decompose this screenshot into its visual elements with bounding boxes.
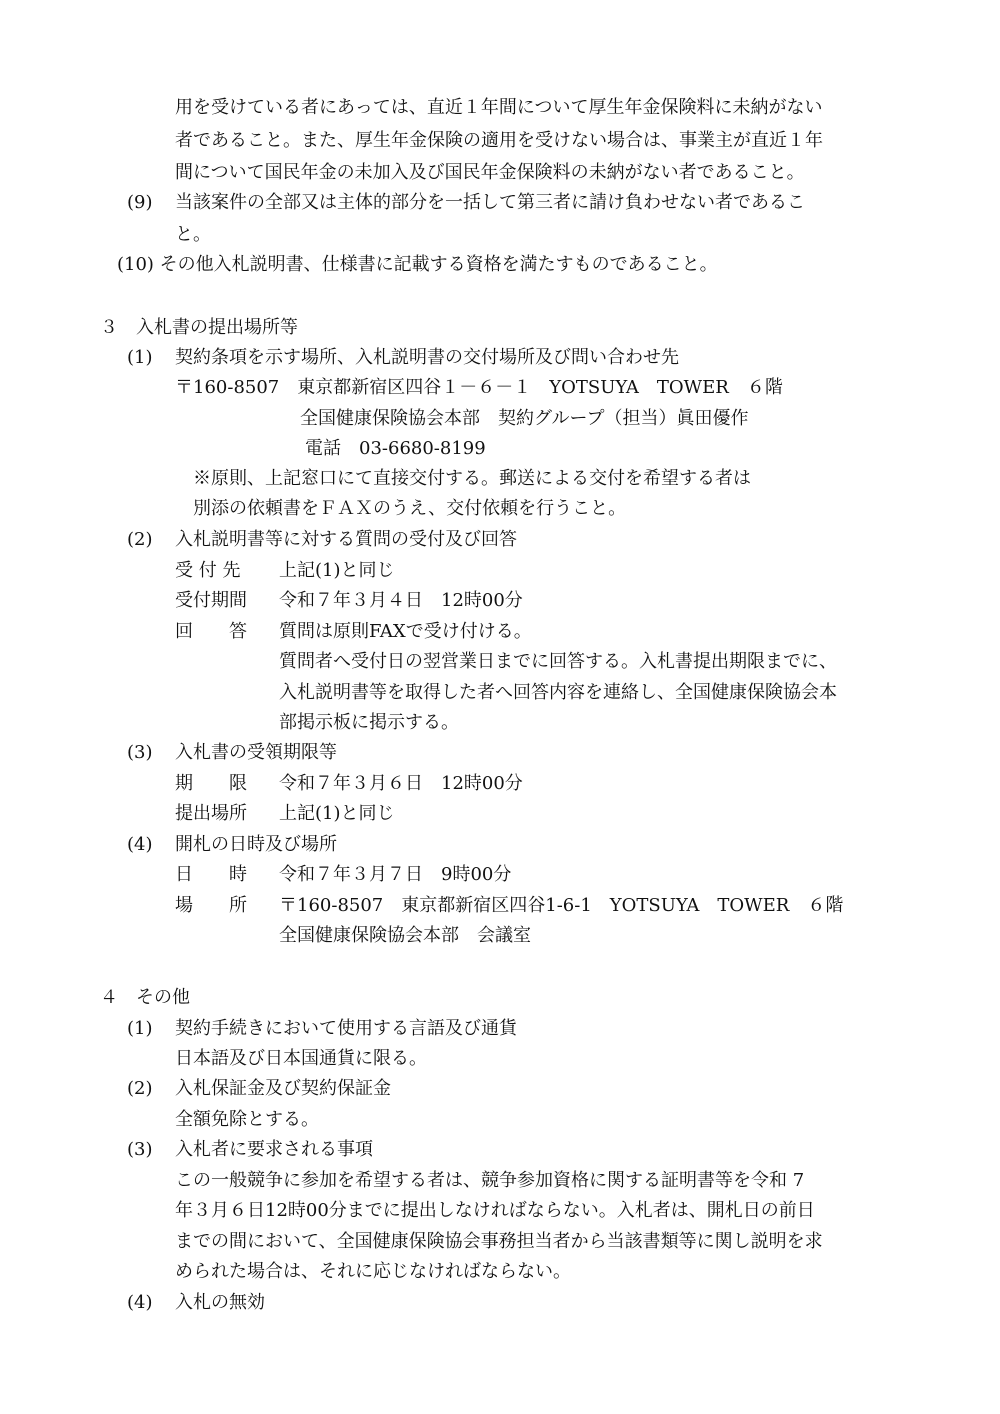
field-label: 期 限 bbox=[175, 773, 247, 794]
field-label: 場 所 bbox=[175, 895, 247, 916]
item-number: (3) bbox=[127, 742, 153, 763]
contact-line: 全国健康保険協会本部 契約グループ（担当）眞田優作 bbox=[300, 408, 749, 429]
field-row bbox=[175, 860, 511, 890]
field-row bbox=[175, 617, 532, 647]
text-line: 間について国民年金の未加入及び国民年金保険料の未納がない者であること。 bbox=[175, 162, 805, 183]
field-value: 令和７年３月６日 12時00分 bbox=[279, 773, 523, 794]
text-line: 入札説明書等を取得した者へ回答内容を連絡し、全国健康保険協会本 bbox=[279, 682, 837, 703]
field-row bbox=[175, 891, 843, 921]
text-line: 当該案件の全部又は主体的部分を一括して第三者に請け負わせない者であるこ bbox=[175, 192, 805, 213]
note-line: ※原則、上記窓口にて直接交付する。郵送による交付を希望する者は bbox=[193, 468, 751, 489]
section-heading: ４ その他 bbox=[100, 987, 190, 1008]
item-heading: 入札者に要求される事項 bbox=[175, 1139, 373, 1160]
field-label: 日 時 bbox=[175, 864, 247, 885]
field-label: 受 付 先 bbox=[175, 560, 241, 581]
field-row bbox=[175, 799, 395, 829]
text-line: 日本語及び日本国通貨に限る。 bbox=[175, 1048, 427, 1069]
phone-line: 電話 03-6680-8199 bbox=[305, 438, 486, 459]
text-line: 用を受けている者にあっては、直近１年間について厚生年金保険料に未納がない bbox=[175, 97, 823, 118]
field-value: 令和７年３月４日 12時00分 bbox=[279, 590, 523, 611]
text-line: 全額免除とする。 bbox=[175, 1109, 319, 1130]
item-number: (1) bbox=[127, 347, 153, 368]
item-number: (2) bbox=[127, 529, 153, 550]
item-number: (3) bbox=[127, 1139, 153, 1160]
item-heading: 契約手続きにおいて使用する言語及び通貨 bbox=[175, 1018, 517, 1039]
field-value: 上記(1)と同じ bbox=[279, 803, 395, 824]
item-heading: 契約条項を示す場所、入札説明書の交付場所及び問い合わせ先 bbox=[175, 347, 679, 368]
text-line: 質問者へ受付日の翌営業日までに回答する。入札書提出期限までに、 bbox=[279, 651, 837, 672]
item-number: (4) bbox=[127, 834, 153, 855]
text-line: この一般競争に参加を希望する者は、競争参加資格に関する証明書等を令和 7 bbox=[175, 1170, 805, 1191]
item-number: (2) bbox=[127, 1078, 153, 1099]
text-line: (10) その他入札説明書、仕様書に記載する資格を満たすものであること。 bbox=[117, 254, 718, 275]
item-number: (4) bbox=[127, 1292, 153, 1313]
field-row bbox=[175, 556, 395, 586]
text-line: められた場合は、それに応じなければならない。 bbox=[175, 1261, 571, 1282]
section-heading: ３ 入札書の提出場所等 bbox=[100, 317, 298, 338]
text-line: 全国健康保険協会本部 会議室 bbox=[279, 925, 531, 946]
field-label: 受付期間 bbox=[175, 590, 247, 611]
field-row bbox=[175, 769, 523, 799]
note-line: 別添の依頼書をＦＡＸのうえ、交付依頼を行うこと。 bbox=[193, 498, 627, 519]
field-value: 〒160-8507 東京都新宿区四谷1-6-1 YOTSUYA TOWER ６階 bbox=[279, 895, 844, 916]
text-line: と。 bbox=[175, 224, 211, 245]
text-line: 年３月６日12時00分までに提出しなければならない。入札者は、開札日の前日 bbox=[175, 1200, 815, 1221]
item-heading: 入札説明書等に対する質問の受付及び回答 bbox=[175, 529, 517, 550]
field-row bbox=[175, 586, 523, 616]
item-number: (1) bbox=[127, 1018, 153, 1039]
field-value: 上記(1)と同じ bbox=[279, 560, 395, 581]
text-line: までの間において、全国健康保険協会事務担当者から当該書類等に関し説明を求 bbox=[175, 1231, 823, 1252]
item-heading: 入札の無効 bbox=[175, 1292, 265, 1313]
item-heading: 入札書の受領期限等 bbox=[175, 742, 337, 763]
text-line: 者であること。また、厚生年金保険の適用を受けない場合は、事業主が直近１年 bbox=[175, 130, 823, 151]
item-heading: 入札保証金及び契約保証金 bbox=[175, 1078, 391, 1099]
text-line: 部掲示板に掲示する。 bbox=[279, 712, 459, 733]
item-number: (9) bbox=[127, 192, 153, 213]
field-label: 回 答 bbox=[175, 621, 247, 642]
address-line: 〒160-8507 東京都新宿区四谷１－６－１ YOTSUYA TOWER ６階 bbox=[175, 377, 783, 398]
field-value: 令和７年３月７日 9時00分 bbox=[279, 864, 512, 885]
field-label: 提出場所 bbox=[175, 803, 247, 824]
field-value: 質問は原則FAXで受け付ける。 bbox=[279, 621, 532, 642]
item-heading: 開札の日時及び場所 bbox=[175, 834, 337, 855]
